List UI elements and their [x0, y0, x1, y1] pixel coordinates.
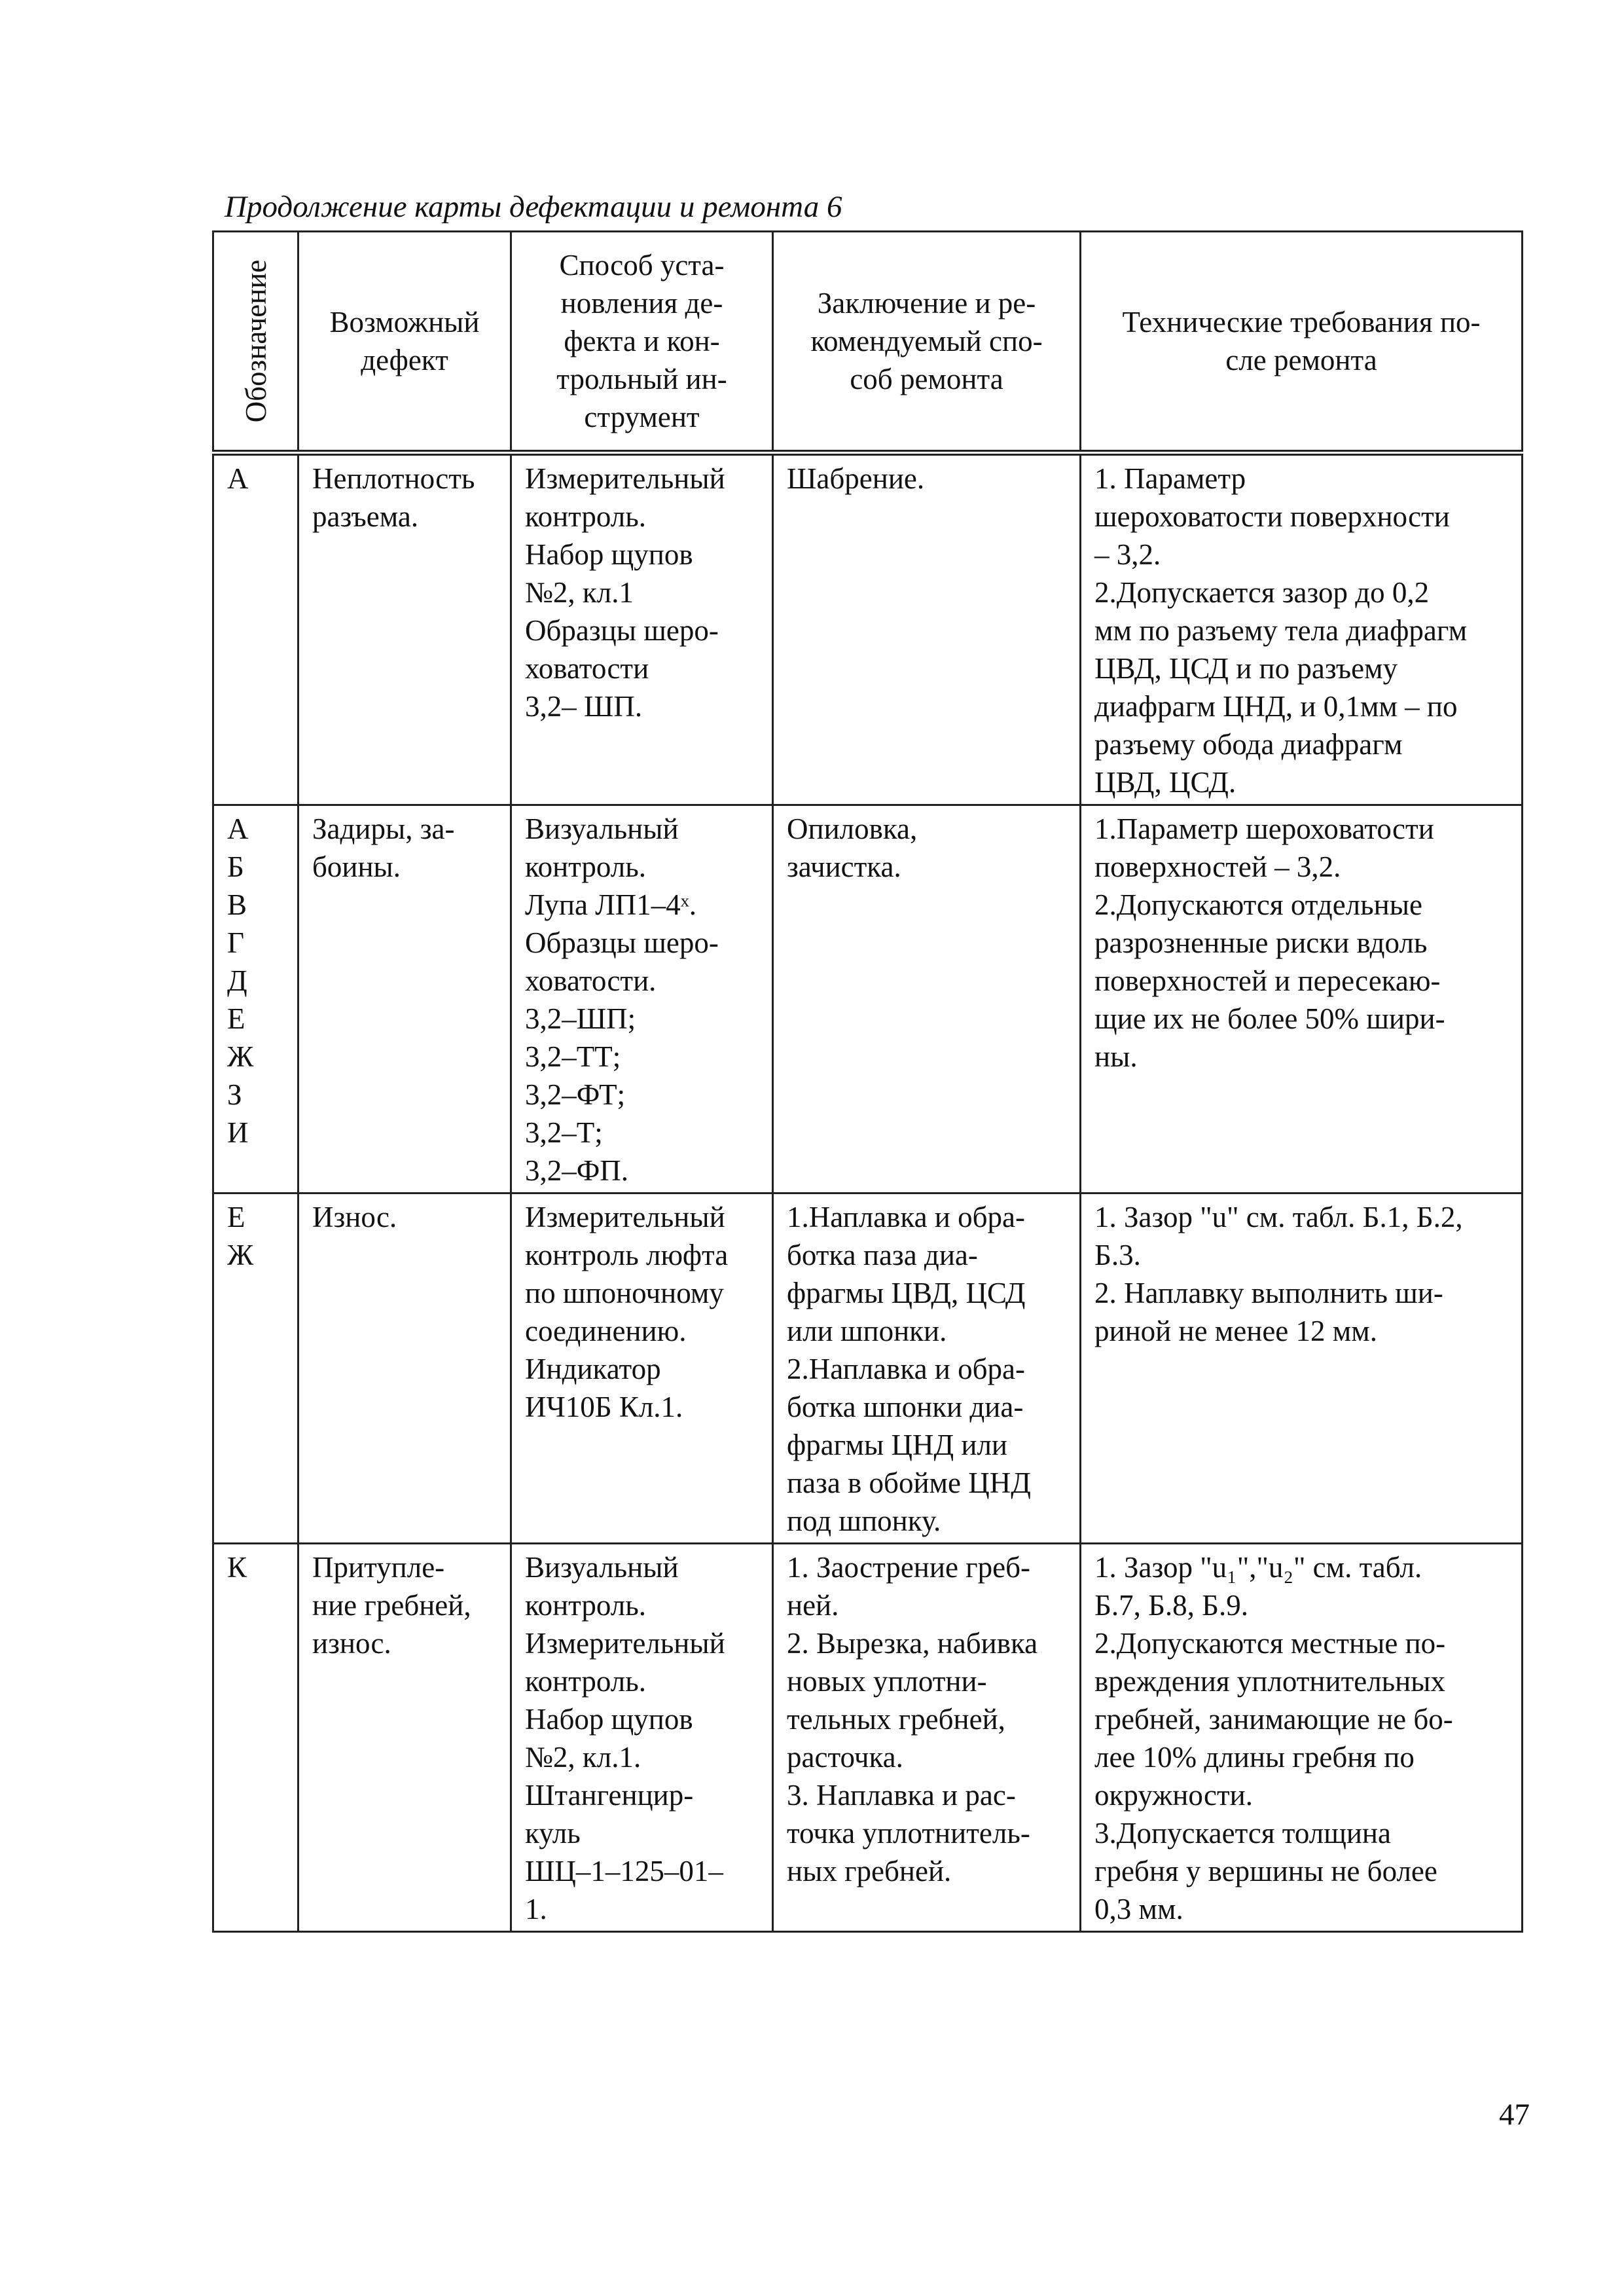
- text-line: 1. Зазор "u" см. табл. Б.1, Б.2,: [1094, 1201, 1463, 1233]
- text-line: фрагмы ЦНД или: [787, 1429, 1008, 1461]
- text-line: Лупа ЛП1–4ˣ.: [525, 888, 696, 921]
- text-line: Ж: [227, 1239, 254, 1271]
- text-line: ботка шпонки диа-: [787, 1391, 1024, 1423]
- table-row: [213, 1544, 1523, 1932]
- text-line: разъема.: [312, 500, 419, 533]
- cell-conclusion: [773, 1194, 1081, 1544]
- text-line: Износ.: [312, 1201, 397, 1233]
- header-method: [511, 232, 773, 453]
- text-line: 3.Допускается толщина: [1094, 1817, 1391, 1850]
- text-line: гребня у вершины не более: [1094, 1855, 1437, 1887]
- text-line: соб ремонта: [850, 363, 1003, 395]
- text-line: гребней, занимающие не бо-: [1094, 1703, 1453, 1736]
- text-line: новых уплотни-: [787, 1665, 987, 1698]
- text-line: боины.: [312, 850, 401, 883]
- text-line: Возможный: [329, 306, 480, 338]
- text-line: 3. Наплавка и рас-: [787, 1779, 1016, 1812]
- text-line: 3,2–ФП.: [525, 1154, 629, 1187]
- cell-designation: [213, 1544, 298, 1932]
- cell-method: [511, 1194, 773, 1544]
- text-line: или шпонки.: [787, 1315, 947, 1347]
- text-line: Б: [227, 850, 244, 883]
- text-line: точка уплотнитель-: [787, 1817, 1030, 1850]
- cell-designation: [213, 1194, 298, 1544]
- text-line: по шпоночному: [525, 1277, 724, 1309]
- text-line: окружности.: [1094, 1779, 1253, 1812]
- text-line: зачистка.: [787, 850, 901, 883]
- text-line: щие их не более 50% шири-: [1094, 1002, 1445, 1035]
- text-line: Образцы шеро-: [525, 614, 719, 647]
- header-requirements: [1081, 232, 1523, 453]
- text-line: контроль.: [525, 500, 647, 533]
- text-line: риной не менее 12 мм.: [1094, 1315, 1377, 1347]
- text-line: трольный ин-: [556, 363, 727, 395]
- text-line: Задиры, за-: [312, 812, 455, 845]
- header-defect: [298, 232, 511, 453]
- text-line: контроль.: [525, 1589, 647, 1622]
- text-line: Набор щупов: [525, 1703, 693, 1736]
- text-line: Опиловка,: [787, 812, 918, 845]
- text-line: ней.: [787, 1589, 839, 1622]
- text-line: вреждения уплотнительных: [1094, 1665, 1446, 1698]
- text-line: разъему обода диафрагм: [1094, 728, 1403, 761]
- text-line: Б.3.: [1094, 1239, 1141, 1271]
- cell-requirements: [1081, 453, 1523, 805]
- text-line: Ж: [227, 1040, 254, 1073]
- text-line: поверхностей и пересекаю-: [1094, 964, 1441, 997]
- text-line: расточка.: [787, 1741, 903, 1774]
- text-line: 2.Наплавка и обра-: [787, 1353, 1025, 1385]
- text-line: 2.Допускаются отдельные: [1094, 888, 1422, 921]
- text-line: 2. Наплавку выполнить ши-: [1094, 1277, 1443, 1309]
- text-line: ботка паза диа-: [787, 1239, 978, 1271]
- text-line: струмент: [584, 401, 700, 433]
- text-line: З: [227, 1078, 242, 1111]
- text-line: тельных гребней,: [787, 1703, 1005, 1736]
- text-line: Образцы шеро-: [525, 926, 719, 959]
- text-line: Индикатор: [525, 1353, 661, 1385]
- text-line: дефект: [361, 344, 448, 376]
- cell-conclusion: [773, 805, 1081, 1194]
- text-line: Технические требования по-: [1122, 306, 1481, 338]
- header-designation-label: Обозначение: [239, 259, 272, 423]
- text-line: контроль люфта: [525, 1239, 729, 1271]
- text-line: 3,2–Т;: [525, 1116, 603, 1149]
- cell-conclusion: [773, 1544, 1081, 1932]
- cell-defect: [298, 805, 511, 1194]
- text-line: Д: [227, 964, 247, 997]
- text-line: Визуальный: [525, 1551, 679, 1584]
- cell-designation: [213, 805, 298, 1194]
- text-line: 3,2–ФТ;: [525, 1078, 626, 1111]
- text-line: 1. Параметр: [1094, 462, 1246, 495]
- text-line: Неплотность: [312, 462, 475, 495]
- table-row: [213, 1194, 1523, 1544]
- text-line: износ.: [312, 1627, 391, 1660]
- text-line: диафрагм ЦНД, и 0,1мм – по: [1094, 690, 1458, 723]
- text-line: 0,3 мм.: [1094, 1893, 1183, 1925]
- text-line: ИЧ10Б Кл.1.: [525, 1391, 683, 1423]
- text-line: Заключение и ре-: [817, 287, 1036, 319]
- text-line: В: [227, 888, 247, 921]
- text-line: 1.: [525, 1893, 547, 1925]
- text-line: Измерительный: [525, 462, 725, 495]
- text-line: 1.Наплавка и обра-: [787, 1201, 1025, 1233]
- text-line: ЦВД, ЦСД.: [1094, 766, 1236, 799]
- text-line: 2. Вырезка, набивка: [787, 1627, 1038, 1660]
- text-line: ЦВД, ЦСД и по разъему: [1094, 652, 1398, 685]
- text-line: Измерительный: [525, 1627, 725, 1660]
- text-line: шероховатости поверхности: [1094, 500, 1450, 533]
- text-line: ние гребней,: [312, 1589, 471, 1622]
- text-line: Притупле-: [312, 1551, 445, 1584]
- text-line: Е: [227, 1201, 245, 1233]
- cell-method: [511, 1544, 773, 1932]
- cell-requirements: [1081, 805, 1523, 1194]
- table-row: [213, 453, 1523, 805]
- cell-method: [511, 805, 773, 1194]
- text-line: – 3,2.: [1094, 538, 1161, 571]
- text-line: №2, кл.1: [525, 576, 634, 609]
- cell-defect: [298, 453, 511, 805]
- text-line: 3,2–ТТ;: [525, 1040, 621, 1073]
- text-line: сле ремонта: [1225, 344, 1377, 376]
- header-designation: [213, 232, 298, 453]
- text-line: ны.: [1094, 1040, 1138, 1073]
- header-row: [213, 232, 1523, 453]
- text-line: И: [227, 1116, 249, 1149]
- text-line: разрозненные риски вдоль: [1094, 926, 1428, 959]
- cell-defect: [298, 1194, 511, 1544]
- text-line: контроль.: [525, 850, 647, 883]
- text-line: Г: [227, 926, 245, 959]
- text-line: Шабрение.: [787, 462, 925, 495]
- text-line: новления де-: [560, 287, 723, 319]
- cell-requirements: [1081, 1544, 1523, 1932]
- text-line: Визуальный: [525, 812, 679, 845]
- text-line: контроль.: [525, 1665, 647, 1698]
- text-line: Набор щупов: [525, 538, 693, 571]
- cell-defect: [298, 1544, 511, 1932]
- text-line: ховатости.: [525, 964, 657, 997]
- cell-designation: [213, 453, 298, 805]
- text-line: Измерительный: [525, 1201, 725, 1233]
- text-line: поверхностей – 3,2.: [1094, 850, 1341, 883]
- text-line: комендуемый спо-: [810, 325, 1043, 357]
- text-line: паза в обойме ЦНД: [787, 1467, 1031, 1499]
- text-line: ШЦ–1–125–01–: [525, 1855, 723, 1887]
- text-line: Способ уста-: [559, 249, 725, 282]
- text-line: Б.7, Б.8, Б.9.: [1094, 1589, 1249, 1622]
- text-line: 1.Параметр шероховатости: [1094, 812, 1434, 845]
- text-line: мм по разъему тела диафрагм: [1094, 614, 1468, 647]
- text-line: 3,2– ШП.: [525, 690, 643, 723]
- cell-method: [511, 453, 773, 805]
- header-conclusion: [773, 232, 1081, 453]
- text-line: лее 10% длины гребня по: [1094, 1741, 1415, 1774]
- defect-repair-table: [212, 230, 1523, 1933]
- text-line: соединению.: [525, 1315, 687, 1347]
- cell-conclusion: [773, 453, 1081, 805]
- text-line: №2, кл.1.: [525, 1741, 641, 1774]
- cell-requirements: [1081, 1194, 1523, 1544]
- text-line: 1. Зазор "u₁","u₂" см. табл.: [1094, 1551, 1422, 1584]
- text-line: куль: [525, 1817, 581, 1850]
- text-line: фрагмы ЦВД, ЦСД: [787, 1277, 1026, 1309]
- text-line: ховатости: [525, 652, 649, 685]
- page-number: 47: [1499, 2098, 1530, 2132]
- text-line: 3,2–ШП;: [525, 1002, 636, 1035]
- text-line: А: [227, 812, 249, 845]
- text-line: Штангенцир-: [525, 1779, 694, 1812]
- table-row: [213, 805, 1523, 1194]
- text-line: 2.Допускается зазор до 0,2: [1094, 576, 1430, 609]
- text-line: 2.Допускаются местные по-: [1094, 1627, 1446, 1660]
- text-line: ных гребней.: [787, 1855, 952, 1887]
- text-line: 1. Заострение греб-: [787, 1551, 1030, 1584]
- text-line: К: [227, 1551, 247, 1584]
- text-line: фекта и кон-: [564, 325, 720, 357]
- table-caption: Продолжение карты дефектации и ремонта 6: [225, 190, 842, 224]
- text-line: А: [227, 462, 249, 495]
- text-line: под шпонку.: [787, 1504, 941, 1537]
- text-line: Е: [227, 1002, 245, 1035]
